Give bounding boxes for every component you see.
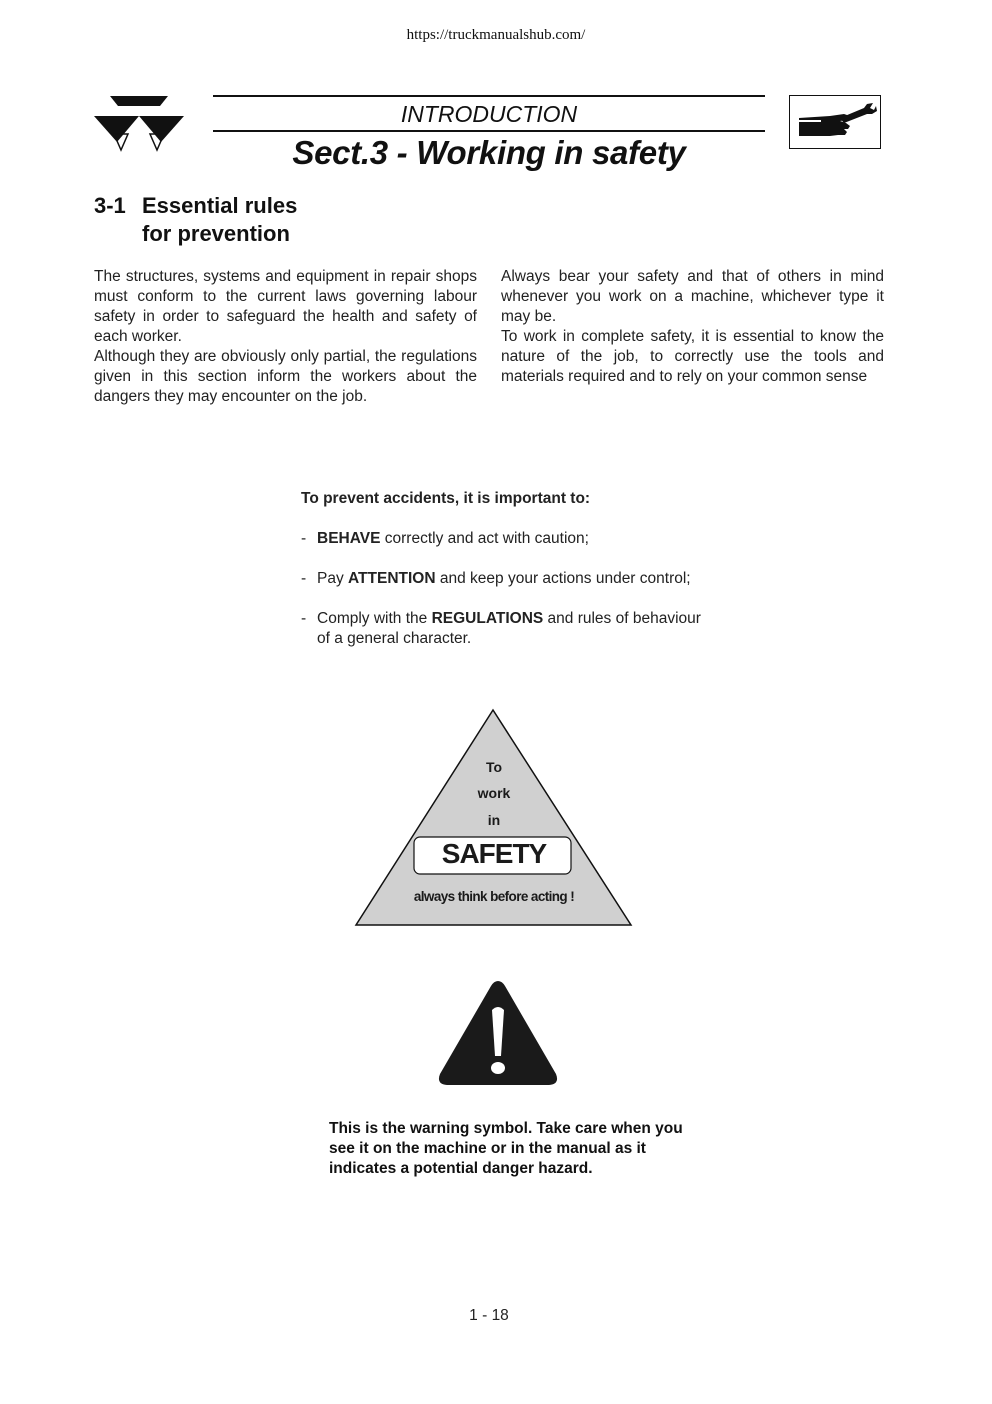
body-column-right <box>501 267 884 387</box>
section-number: 3-1 <box>94 193 126 218</box>
section-label: INTRODUCTION <box>400 101 578 127</box>
list-item: - Pay ATTENTION and keep your actions under control; <box>301 570 691 587</box>
section-heading <box>94 192 297 248</box>
safety-sign <box>352 706 636 930</box>
paragraph: The structures, systems and equipment in repair shops must conform to the current laws governing labour safety in order to safeguard the health and safety of each worker. <box>94 268 477 345</box>
triple-triangle-logo-icon <box>94 94 184 152</box>
safety-keyword: SAFETY <box>441 838 547 869</box>
safety-line-3: in <box>487 812 501 828</box>
source-url[interactable]: https://truckmanualshub.com/ <box>406 27 586 43</box>
safety-tagline: always think before acting ! <box>413 889 575 904</box>
safety-line-2: work <box>477 785 511 801</box>
header-top-rule <box>213 95 765 97</box>
keyword-behave: BEHAVE <box>317 530 381 547</box>
heading-line-1: Essential rules <box>142 193 298 218</box>
warning-exclamation-icon <box>436 978 560 1088</box>
keyword-attention: ATTENTION <box>348 570 436 587</box>
paragraph: To work in complete safety, it is essential to know the nature of the job, to correctly use the tools and materials required and to rely on your common sense <box>501 328 884 385</box>
warning-text: This is the warning symbol. Take care when you see it on the machine or in the manual as it indicates a potential danger hazard. <box>329 1120 683 1177</box>
page-number: 1 - 18 <box>469 1307 509 1324</box>
tools-badge <box>789 95 881 149</box>
list-item: - BEHAVE correctly and act with caution; <box>301 530 589 547</box>
paragraph: Although they are obviously only partial, the regulations given in this section inform the workers about the dangers they may encounter on the job. <box>94 348 477 405</box>
page-title: Sect.3 - Working in safety <box>292 134 686 171</box>
prevention-intro: To prevent accidents, it is important to: <box>301 490 591 507</box>
safety-line-1: To <box>485 759 503 775</box>
header-bottom-rule <box>213 130 765 132</box>
list-item: - Comply with the REGULATIONS and rules of behaviour of a general character. <box>301 610 701 647</box>
heading-line-2: for prevention <box>142 221 290 246</box>
hand-with-wrench-icon <box>790 96 879 147</box>
paragraph: Always bear your safety and that of others in mind whenever you work on a machine, whichever type it may be. <box>501 268 884 325</box>
body-column-left <box>94 267 477 407</box>
keyword-regulations: REGULATIONS <box>431 610 544 627</box>
prevention-list <box>301 489 701 669</box>
